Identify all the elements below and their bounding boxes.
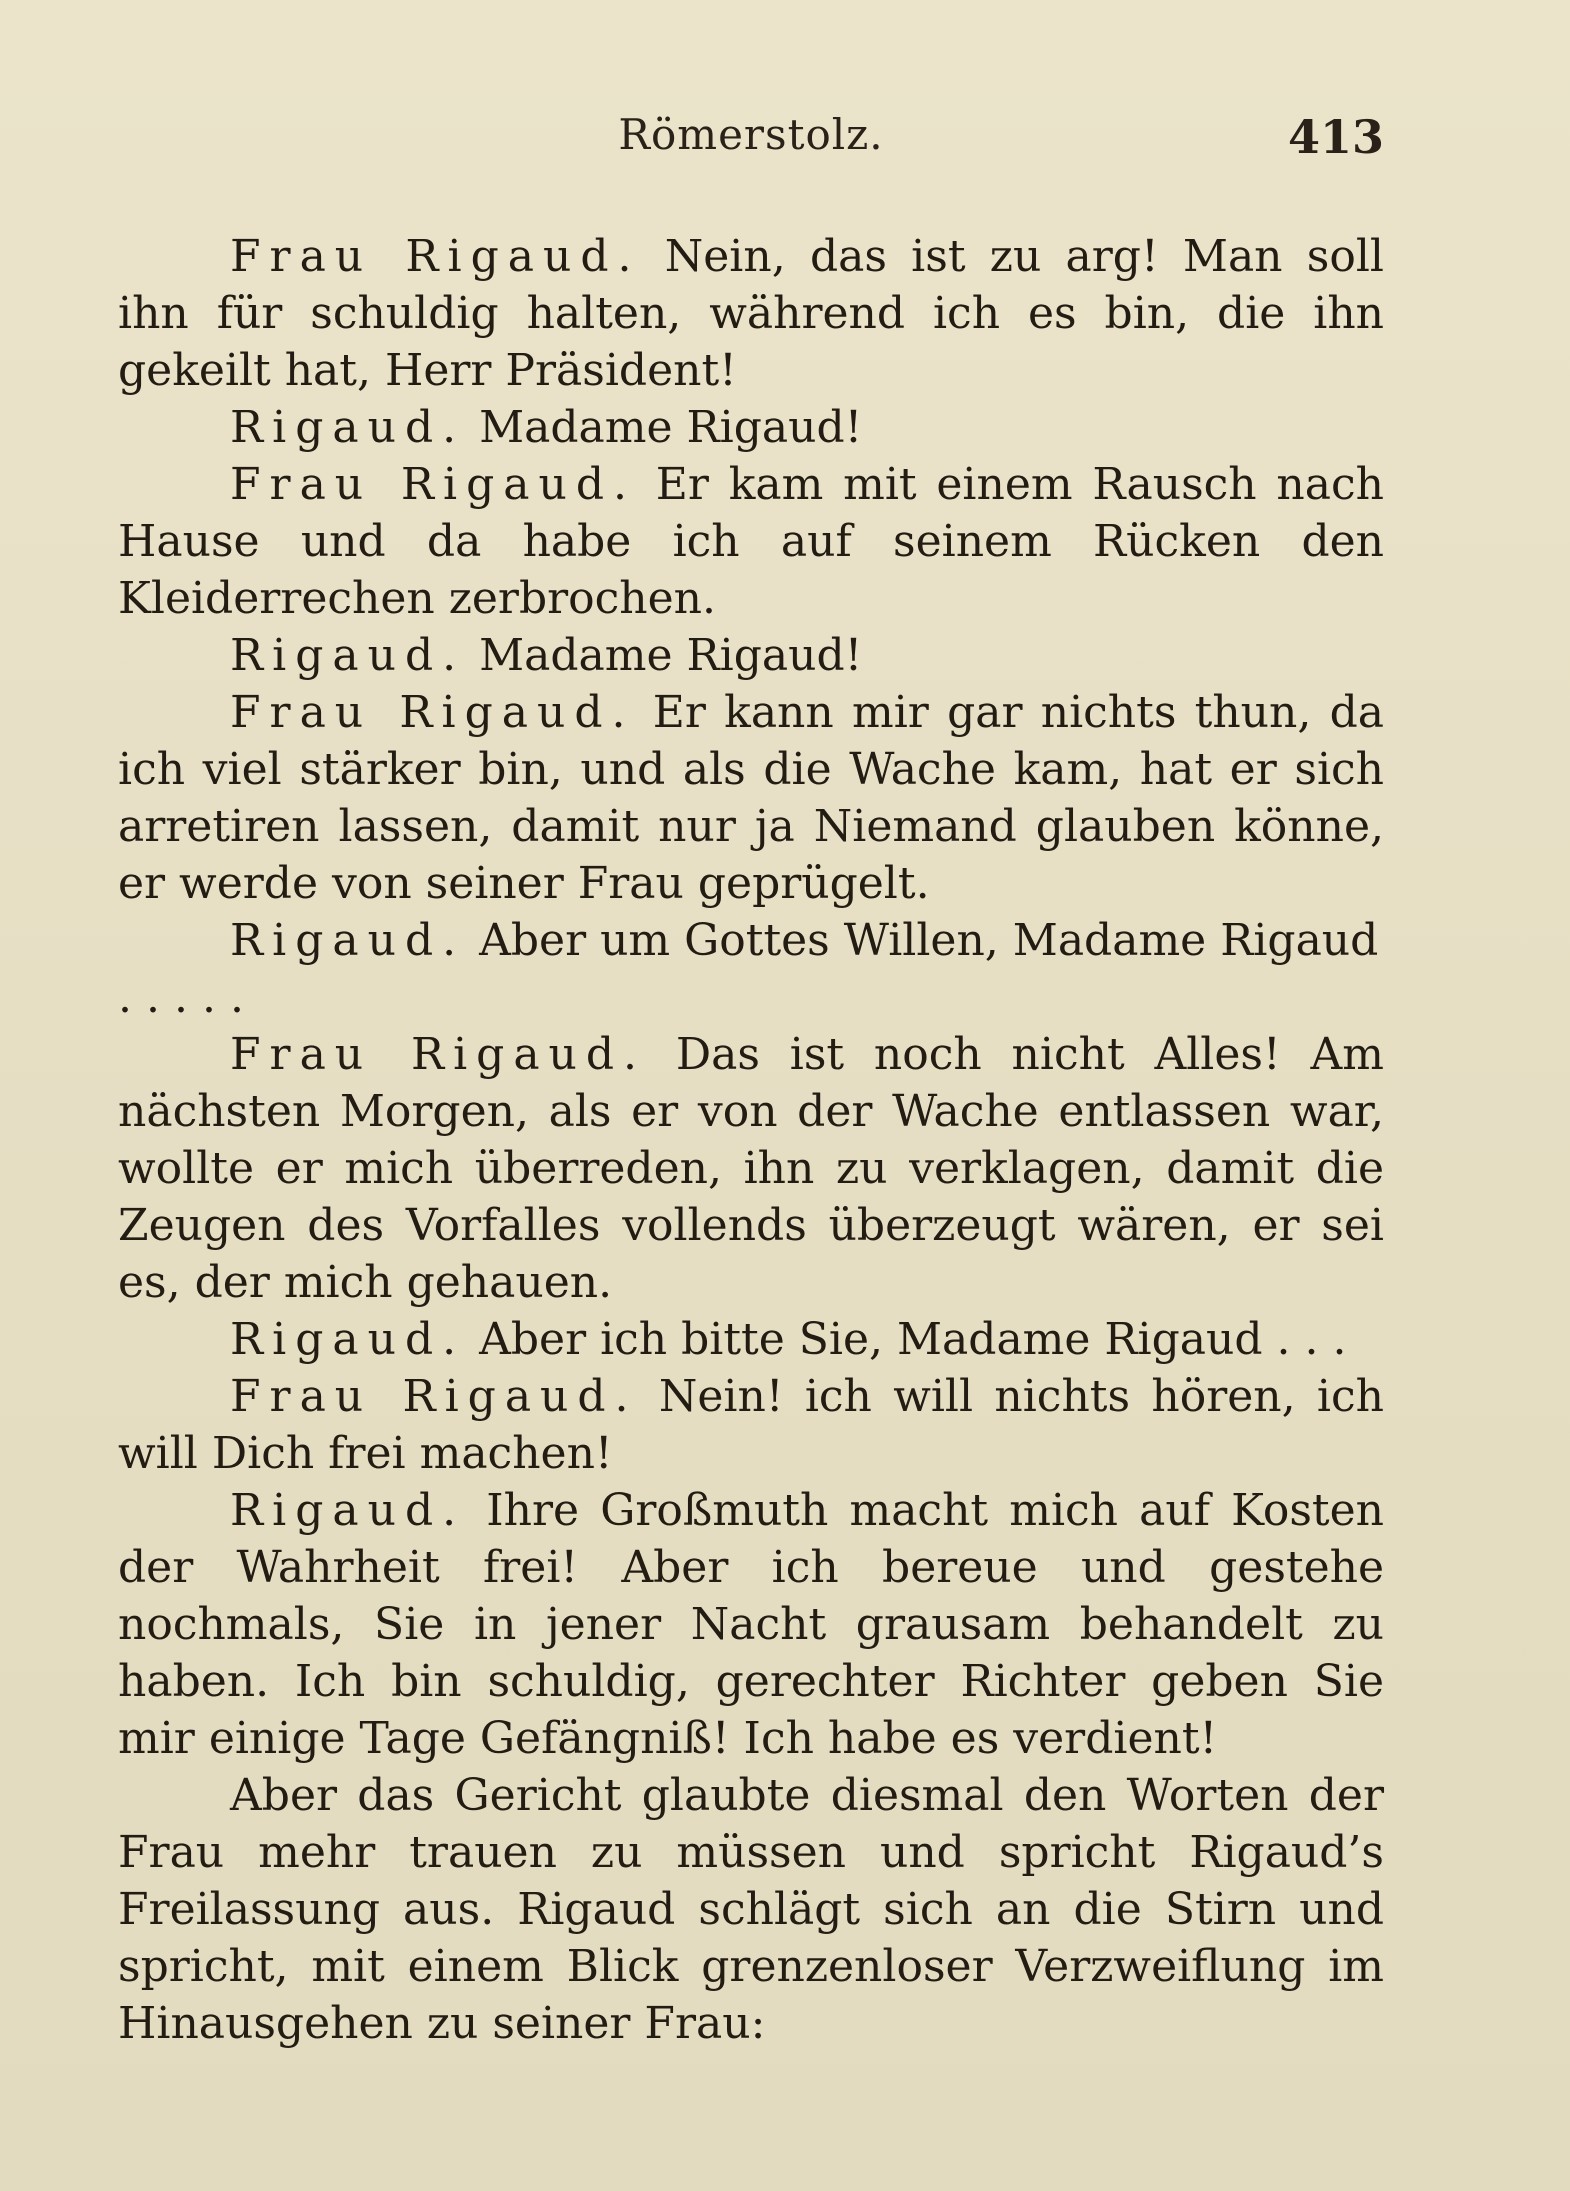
ellipsis-line: .....	[118, 972, 258, 1023]
paragraph-text: Aber um Gottes Willen, Madame Rigaud	[479, 915, 1379, 966]
paragraph	[118, 912, 1384, 969]
paragraph	[118, 228, 1384, 399]
speaker-name: Rigaud.	[230, 402, 466, 453]
paragraph-text: Ihre Großmuth macht mich auf Kosten der Wahrheit frei! Aber ich bereue und gestehe nochmals, Sie in jener Nacht grausam behandelt zu haben. Ich bin schuldig, gerechter Richter geben Sie mir einige Tage Gefängniß! Ich habe es verdient!	[118, 1485, 1384, 1764]
paragraph-text: Nein, das ist zu arg! Man soll ihn für schuldig halten, während ich es bin, die ihn gekeilt hat, Herr Präsident!	[118, 231, 1384, 396]
paragraph	[118, 1482, 1384, 1767]
speaker-name: Rigaud.	[230, 915, 466, 966]
speaker-name: Frau Rigaud.	[230, 231, 641, 282]
paragraph-text: Madame Rigaud!	[479, 630, 863, 681]
paragraph	[118, 1026, 1384, 1311]
paragraph	[118, 456, 1384, 627]
paragraph	[118, 1311, 1384, 1368]
paragraph-text: Das ist noch nicht Alles! Am nächsten Morgen, als er von der Wache entlassen war, wollte er mich überreden, ihn zu verklagen, damit die Zeugen des Vorfalles vollends überzeugt wären, er sei es, der mich gehauen.	[118, 1029, 1384, 1308]
speaker-name: Frau Rigaud.	[230, 459, 637, 510]
narration-paragraph: Aber das Gericht glaubte diesmal den Worten der Frau mehr trauen zu müssen und spricht Rigaud’s Freilassung aus. Rigaud schlägt sich an die Stirn und spricht, mit einem Blick grenzenloser Verzweiflung im Hinausgehen zu seiner Frau:	[118, 1770, 1384, 2049]
body-text	[118, 228, 1384, 2052]
paragraph-text: Aber ich bitte Sie, Madame Rigaud . . .	[479, 1314, 1347, 1365]
speaker-name: Frau Rigaud.	[230, 687, 635, 738]
paragraph-text: Madame Rigaud!	[479, 402, 863, 453]
speaker-name: Frau Rigaud.	[230, 1029, 647, 1080]
speaker-name: Rigaud.	[230, 1314, 466, 1365]
page-number: 413	[1287, 110, 1384, 164]
paragraph-text: Nein! ich will nichts hören, ich will Dich frei machen!	[118, 1371, 1384, 1479]
paragraph-text: Er kam mit einem Rausch nach Hause und da habe ich auf seinem Rücken den Kleiderrechen zerbrochen.	[118, 459, 1384, 624]
speaker-name: Frau Rigaud.	[230, 1371, 638, 1422]
paragraph	[118, 1368, 1384, 1482]
paragraph	[118, 684, 1384, 912]
speaker-name: Rigaud.	[230, 630, 466, 681]
paragraph	[118, 627, 1384, 684]
running-title: Römerstolz.	[618, 110, 884, 159]
page-header	[118, 110, 1384, 170]
speaker-name: Rigaud.	[230, 1485, 466, 1536]
paragraph	[118, 399, 1384, 456]
paragraph-text: Er kann mir gar nichts thun, da ich viel stärker bin, und als die Wache kam, hat er sich arretiren lassen, damit nur ja Niemand glauben könne, er werde von seiner Frau geprügelt.	[118, 687, 1384, 909]
